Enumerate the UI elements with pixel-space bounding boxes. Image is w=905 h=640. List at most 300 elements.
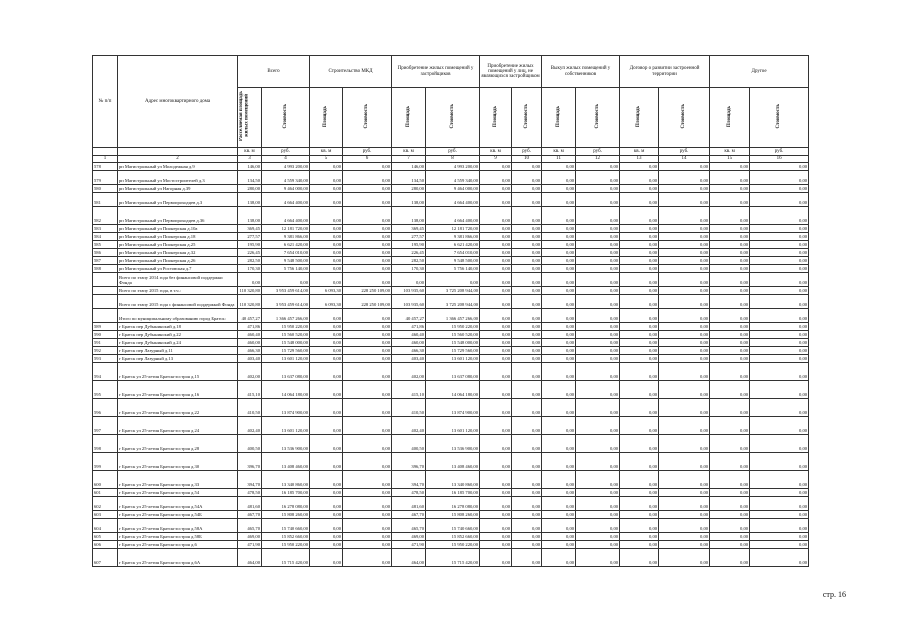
row-value: 282,50 — [238, 257, 262, 265]
table-row — [93, 363, 809, 381]
row-value: 0,00 — [343, 511, 392, 519]
row-value: 0,00 — [659, 497, 710, 511]
row-value: 0,00 — [659, 471, 710, 489]
row-address: рп Магистральный ул Ростовская д.7 — [118, 265, 238, 273]
row-number — [93, 273, 118, 287]
row-value: 0,00 — [710, 549, 750, 567]
row-value: 0,00 — [710, 273, 750, 287]
row-value: 0,00 — [659, 381, 710, 399]
row-value: 0,00 — [512, 265, 542, 273]
row-value: 0,00 — [620, 453, 659, 471]
row-value: 0,00 — [542, 549, 576, 567]
column-number: 13 — [620, 156, 659, 163]
row-value: 0,00 — [512, 541, 542, 549]
subheader-area: Площадь — [710, 88, 750, 148]
row-value: 0,00 — [620, 257, 659, 265]
row-value: 0,00 — [480, 417, 512, 435]
row-value: 3 953 459 614,00 — [262, 287, 310, 295]
row-value: 0,00 — [343, 185, 392, 193]
row-value: 0,00 — [576, 549, 620, 567]
row-value: 0,00 — [710, 331, 750, 339]
row-value: 0,00 — [310, 339, 343, 347]
row-address: Всего по этапу 2015 года с финансовой поддержкой Фонда — [118, 295, 238, 309]
row-value: 0,00 — [343, 265, 392, 273]
row-address: рп Магистральный ул Первопроходцев д.3 — [118, 193, 238, 207]
row-value: 0,00 — [710, 533, 750, 541]
row-value: 0,00 — [512, 331, 542, 339]
row-value: 13 408 460,00 — [262, 453, 310, 471]
row-value: 15 560 520,00 — [426, 331, 480, 339]
row-value: 0,00 — [512, 185, 542, 193]
row-value: 0,00 — [542, 541, 576, 549]
row-value: 0,00 — [480, 323, 512, 331]
row-address: рп Магистральный ул Первопроходцев д.36 — [118, 207, 238, 225]
row-value: 403,40 — [238, 355, 262, 363]
row-value: 4 993 200,00 — [426, 163, 480, 171]
row-number: 595 — [93, 381, 118, 399]
row-value: 0,00 — [310, 323, 343, 331]
row-value: 5 756 140,00 — [426, 265, 480, 273]
row-value: 0,00 — [310, 265, 343, 273]
row-value: 0,00 — [512, 511, 542, 519]
row-value: 9 464 000,00 — [426, 185, 480, 193]
row-value: 0,00 — [659, 417, 710, 435]
table-row — [93, 287, 809, 295]
row-number — [93, 295, 118, 309]
header-development-agreement: Договор о развитии застроенной территории — [620, 56, 710, 88]
row-value: 0,00 — [512, 347, 542, 355]
row-value: 0,00 — [512, 249, 542, 257]
table-row — [93, 347, 809, 355]
row-value: 0,00 — [620, 185, 659, 193]
row-address: г Братск ул 25-летия Братскгэсстроя д.28 — [118, 435, 238, 453]
row-value: 226,45 — [392, 249, 426, 257]
row-value: 0,00 — [310, 225, 343, 233]
row-value: 0,00 — [576, 435, 620, 453]
row-value: 0,00 — [750, 233, 809, 241]
column-number: 9 — [480, 156, 512, 163]
row-value: 410,50 — [392, 399, 426, 417]
row-value: 0,00 — [710, 347, 750, 355]
row-value: 0,00 — [620, 265, 659, 273]
row-address: г Братск ул 25-летия Братскгэсстроя д.30 — [118, 453, 238, 471]
subheader-cost: Стоимость — [576, 88, 620, 148]
row-value: 15 715 420,00 — [426, 549, 480, 567]
row-value: 471,90 — [238, 541, 262, 549]
row-address: г Братск ул 25-летия Братскгэсстроя д.6А — [118, 549, 238, 567]
row-value: 0,00 — [620, 399, 659, 417]
row-value: 0,00 — [343, 497, 392, 511]
row-value: 14 064 180,00 — [262, 381, 310, 399]
table-row — [93, 323, 809, 331]
row-value: 0,00 — [343, 471, 392, 489]
table-row — [93, 249, 809, 257]
row-value: 0,00 — [542, 435, 576, 453]
row-value: 0,00 — [750, 185, 809, 193]
row-value: 5 756 140,00 — [262, 265, 310, 273]
row-value: 0,00 — [620, 489, 659, 497]
row-value: 0,00 — [512, 287, 542, 295]
row-value: 13 601 120,00 — [426, 417, 480, 435]
row-value: 0,00 — [512, 549, 542, 567]
row-value: 0,00 — [480, 347, 512, 355]
row-value: 0,00 — [620, 331, 659, 339]
row-value: 0,00 — [659, 331, 710, 339]
row-value: 0,00 — [480, 453, 512, 471]
row-value: 0,00 — [620, 233, 659, 241]
row-value: 0,00 — [343, 489, 392, 497]
row-value: 0,00 — [542, 207, 576, 225]
row-value: 0,00 — [576, 519, 620, 533]
row-value: 15 852 660,00 — [262, 533, 310, 541]
row-value: 0,00 — [750, 295, 809, 309]
row-value: 0,00 — [659, 489, 710, 497]
row-value: 0,00 — [512, 363, 542, 381]
row-address: Всего по этапу 2014 года без финансовой поддержки Фонда — [118, 273, 238, 287]
row-value: 12 181 720,00 — [426, 225, 480, 233]
row-value: 9 381 866,00 — [262, 233, 310, 241]
row-value: 0,00 — [512, 519, 542, 533]
row-value: 467,70 — [392, 511, 426, 519]
row-value: 15 740 660,00 — [262, 519, 310, 533]
row-value: 0,00 — [750, 541, 809, 549]
row-value: 0,00 — [343, 519, 392, 533]
row-value: 0,00 — [310, 185, 343, 193]
header-buyout: Выкуп жилых помещений у собственников — [542, 56, 620, 88]
row-value: 394,70 — [392, 471, 426, 489]
document-page — [92, 55, 808, 567]
table-row — [93, 417, 809, 435]
table-row — [93, 207, 809, 225]
row-value: 396,70 — [238, 453, 262, 471]
row-value: 14 064 180,00 — [426, 381, 480, 399]
row-value: 13 637 080,00 — [426, 363, 480, 381]
row-value: 103 935,60 — [392, 287, 426, 295]
row-value: 0,00 — [750, 417, 809, 435]
row-value: 471,86 — [238, 323, 262, 331]
table-row — [93, 163, 809, 171]
row-value: 0,00 — [750, 533, 809, 541]
row-value: 0,00 — [542, 355, 576, 363]
row-value: 0,00 — [343, 193, 392, 207]
table-row — [93, 225, 809, 233]
row-value: 0,00 — [750, 347, 809, 355]
row-value: 0,00 — [620, 193, 659, 207]
row-value: 0,00 — [710, 435, 750, 453]
row-value: 0,00 — [576, 453, 620, 471]
row-value: 0,00 — [480, 265, 512, 273]
row-value: 0,00 — [576, 399, 620, 417]
subheader-cost: Стоимость — [750, 88, 809, 148]
row-value: 0,00 — [480, 331, 512, 339]
row-value: 0,00 — [750, 249, 809, 257]
row-value: 0,00 — [750, 287, 809, 295]
table-row — [93, 265, 809, 273]
row-value: 0,00 — [480, 511, 512, 519]
row-value: 0,00 — [480, 185, 512, 193]
row-value: 0,00 — [512, 453, 542, 471]
row-value: 0,00 — [710, 193, 750, 207]
row-value: 0,00 — [480, 435, 512, 453]
column-number: 2 — [118, 156, 238, 163]
row-value: 0,00 — [620, 511, 659, 519]
row-value: 0,00 — [576, 417, 620, 435]
row-value: 0,00 — [310, 355, 343, 363]
unit-cell: кв. м — [310, 148, 343, 156]
row-value: 415,10 — [238, 381, 262, 399]
row-value: 0,00 — [542, 347, 576, 355]
column-number: 11 — [542, 156, 576, 163]
row-value: 0,00 — [620, 309, 659, 323]
row-value: 0,00 — [542, 241, 576, 249]
row-value: 0,00 — [710, 233, 750, 241]
row-value: 0,00 — [710, 265, 750, 273]
row-value: 0,00 — [480, 295, 512, 309]
row-value: 0,00 — [310, 233, 343, 241]
row-value: 280,00 — [238, 185, 262, 193]
row-value: 0,00 — [576, 163, 620, 171]
row-value: 0,00 — [480, 171, 512, 185]
row-address: рп Магистральный ул Пионерская д.26 — [118, 257, 238, 265]
row-number: 605 — [93, 533, 118, 541]
row-value: 0,00 — [659, 355, 710, 363]
row-value: 15 560 520,00 — [262, 331, 310, 339]
column-number: 14 — [659, 156, 710, 163]
row-value: 0,00 — [710, 309, 750, 323]
row-value: 13 874 900,00 — [262, 399, 310, 417]
row-number: 579 — [93, 171, 118, 185]
row-value: 0,00 — [659, 171, 710, 185]
row-value: 0,00 — [576, 233, 620, 241]
row-value: 0,00 — [576, 241, 620, 249]
row-value: 0,00 — [343, 435, 392, 453]
row-address: г Братск ул 25-летия Братскгэсстроя д.16 — [118, 381, 238, 399]
column-number: 3 — [238, 156, 262, 163]
row-value: 0,00 — [542, 225, 576, 233]
row-value: 403,40 — [392, 355, 426, 363]
row-value: 0,00 — [343, 549, 392, 567]
row-value: 478,50 — [238, 489, 262, 497]
row-value: 0,00 — [750, 453, 809, 471]
row-value: 16 278 080,00 — [426, 497, 480, 511]
row-value: 9 548 500,00 — [262, 257, 310, 265]
row-value: 0,00 — [343, 309, 392, 323]
column-number: 1 — [93, 156, 118, 163]
row-value: 0,00 — [750, 355, 809, 363]
row-value: 13 536 900,00 — [426, 435, 480, 453]
row-value: 369,45 — [392, 225, 426, 233]
row-value: 0,00 — [576, 295, 620, 309]
row-value: 0,00 — [576, 489, 620, 497]
row-value: 0,00 — [310, 541, 343, 549]
row-value: 15 950 220,00 — [262, 541, 310, 549]
row-value: 0,00 — [750, 511, 809, 519]
row-value: 277,57 — [238, 233, 262, 241]
unit-cell: кв. м — [480, 148, 512, 156]
unit-cell: руб. — [659, 148, 710, 156]
row-value: 13 874 900,00 — [426, 399, 480, 417]
row-address: г Братск ул 25-летия Братскгэсстроя д.54А — [118, 497, 238, 511]
table-row — [93, 435, 809, 453]
row-value: 402,40 — [238, 417, 262, 435]
header-number: № п/п — [93, 56, 118, 148]
table-row — [93, 185, 809, 193]
row-value: 16 278 080,00 — [262, 497, 310, 511]
column-number: 8 — [426, 156, 480, 163]
row-value: 0,00 — [343, 257, 392, 265]
row-value: 6 621 420,00 — [262, 241, 310, 249]
row-value: 15 548 000,00 — [262, 339, 310, 347]
row-value: 0,00 — [750, 399, 809, 417]
row-value: 0,00 — [659, 519, 710, 533]
row-value: 396,70 — [392, 453, 426, 471]
row-value: 0,00 — [710, 381, 750, 399]
column-number: 15 — [710, 156, 750, 163]
row-value: 0,00 — [576, 171, 620, 185]
row-value: 0,00 — [480, 309, 512, 323]
unit-cell: кв. м — [238, 148, 262, 156]
row-number: 581 — [93, 193, 118, 207]
row-value: 138,00 — [392, 207, 426, 225]
row-number: 583 — [93, 225, 118, 233]
row-number: 578 — [93, 163, 118, 171]
row-value: 16 185 700,00 — [262, 489, 310, 497]
row-value: 464,00 — [238, 549, 262, 567]
column-numbers-row — [93, 156, 809, 163]
row-value: 0,00 — [620, 347, 659, 355]
row-value: 0,00 — [576, 193, 620, 207]
row-value: 0,00 — [710, 257, 750, 265]
row-value: 7 654 010,00 — [262, 249, 310, 257]
row-value: 0,00 — [542, 171, 576, 185]
table-row — [93, 339, 809, 347]
row-value: 0,00 — [542, 533, 576, 541]
row-value: 13 408 460,00 — [426, 453, 480, 471]
row-value: 0,00 — [512, 381, 542, 399]
row-address: г Братск пер Лазурный д.11 — [118, 347, 238, 355]
row-value: 0,00 — [512, 417, 542, 435]
row-value: 13 601 120,00 — [262, 417, 310, 435]
row-address: г Братск пер Дубынинский д.24 — [118, 339, 238, 347]
row-address: г Братск ул 25-летия Братскгэсстроя д.15 — [118, 363, 238, 381]
row-value: 15 950 220,00 — [426, 541, 480, 549]
subheader-area: Площадь — [480, 88, 512, 148]
row-value: 400,50 — [238, 435, 262, 453]
row-value: 170,30 — [392, 265, 426, 273]
row-value: 0,00 — [480, 257, 512, 265]
row-value: 0,00 — [620, 207, 659, 225]
row-value: 0,00 — [512, 399, 542, 417]
row-value: 469,00 — [392, 533, 426, 541]
row-value: 0,00 — [620, 497, 659, 511]
row-value: 465,70 — [238, 519, 262, 533]
row-value: 4 664 400,00 — [262, 193, 310, 207]
row-value: 0,00 — [659, 273, 710, 287]
table-row — [93, 233, 809, 241]
row-value: 12 181 720,00 — [262, 225, 310, 233]
row-value: 282,50 — [392, 257, 426, 265]
row-value: 0,00 — [659, 339, 710, 347]
row-value: 0,00 — [480, 207, 512, 225]
row-value: 0,00 — [710, 163, 750, 171]
row-value: 415,10 — [392, 381, 426, 399]
row-value: 0,00 — [576, 533, 620, 541]
row-value: 277,57 — [392, 233, 426, 241]
row-value: 0,00 — [750, 207, 809, 225]
row-value: 0,00 — [512, 471, 542, 489]
row-value: 4 559 340,00 — [262, 171, 310, 185]
row-value: 0,00 — [542, 257, 576, 265]
unit-cell: руб. — [750, 148, 809, 156]
row-value: 0,00 — [710, 355, 750, 363]
row-value: 0,00 — [659, 163, 710, 171]
row-value: 0,00 — [576, 355, 620, 363]
row-value: 0,00 — [512, 257, 542, 265]
row-value: 0,00 — [343, 417, 392, 435]
row-value: 0,00 — [542, 323, 576, 331]
subheader-cost: Стоимость — [343, 88, 392, 148]
row-value: 13 601 120,00 — [426, 355, 480, 363]
row-value: 0,00 — [620, 163, 659, 171]
row-value: 0,00 — [512, 339, 542, 347]
row-value: 0,00 — [620, 323, 659, 331]
subheader-cost: Стоимость — [426, 88, 480, 148]
row-value: 0,00 — [343, 233, 392, 241]
row-value: 0,00 — [750, 163, 809, 171]
row-value: 0,00 — [480, 241, 512, 249]
row-value: 0,00 — [310, 399, 343, 417]
row-value: 0,00 — [620, 273, 659, 287]
row-value: 228 250 109,00 — [343, 295, 392, 309]
table-row — [93, 171, 809, 185]
column-number: 7 — [392, 156, 426, 163]
row-value: 3 725 208 944,00 — [426, 287, 480, 295]
row-value: 0,00 — [659, 511, 710, 519]
table-row — [93, 511, 809, 519]
table-body — [93, 163, 809, 567]
row-value: 134,50 — [392, 171, 426, 185]
row-address: г Братск пер Лазурный д.13 — [118, 355, 238, 363]
row-value: 0,00 — [512, 225, 542, 233]
row-value: 0,00 — [343, 249, 392, 257]
row-value: 0,00 — [750, 497, 809, 511]
table-row — [93, 241, 809, 249]
row-value: 0,00 — [750, 241, 809, 249]
row-value: 0,00 — [512, 435, 542, 453]
row-value: 0,00 — [659, 309, 710, 323]
row-value: 471,90 — [392, 541, 426, 549]
unit-cell: руб. — [343, 148, 392, 156]
table-row — [93, 453, 809, 471]
unit-cell: кв. м — [542, 148, 576, 156]
column-number: 4 — [262, 156, 310, 163]
table-row — [93, 497, 809, 511]
row-number: 593 — [93, 355, 118, 363]
row-value: 15 548 000,00 — [426, 339, 480, 347]
row-value: 0,00 — [710, 417, 750, 435]
row-value: 6 093,30 — [310, 287, 343, 295]
row-address: рп Магистральный ул Пионерская д.25 — [118, 241, 238, 249]
row-value: 9 464 000,00 — [262, 185, 310, 193]
row-value: 0,00 — [310, 347, 343, 355]
row-value: 0,00 — [480, 497, 512, 511]
row-value: 0,00 — [310, 549, 343, 567]
unit-cell: руб. — [262, 148, 310, 156]
row-value: 0,00 — [576, 471, 620, 489]
row-value: 0,00 — [576, 511, 620, 519]
row-value: 0,00 — [512, 163, 542, 171]
row-value: 0,00 — [750, 257, 809, 265]
